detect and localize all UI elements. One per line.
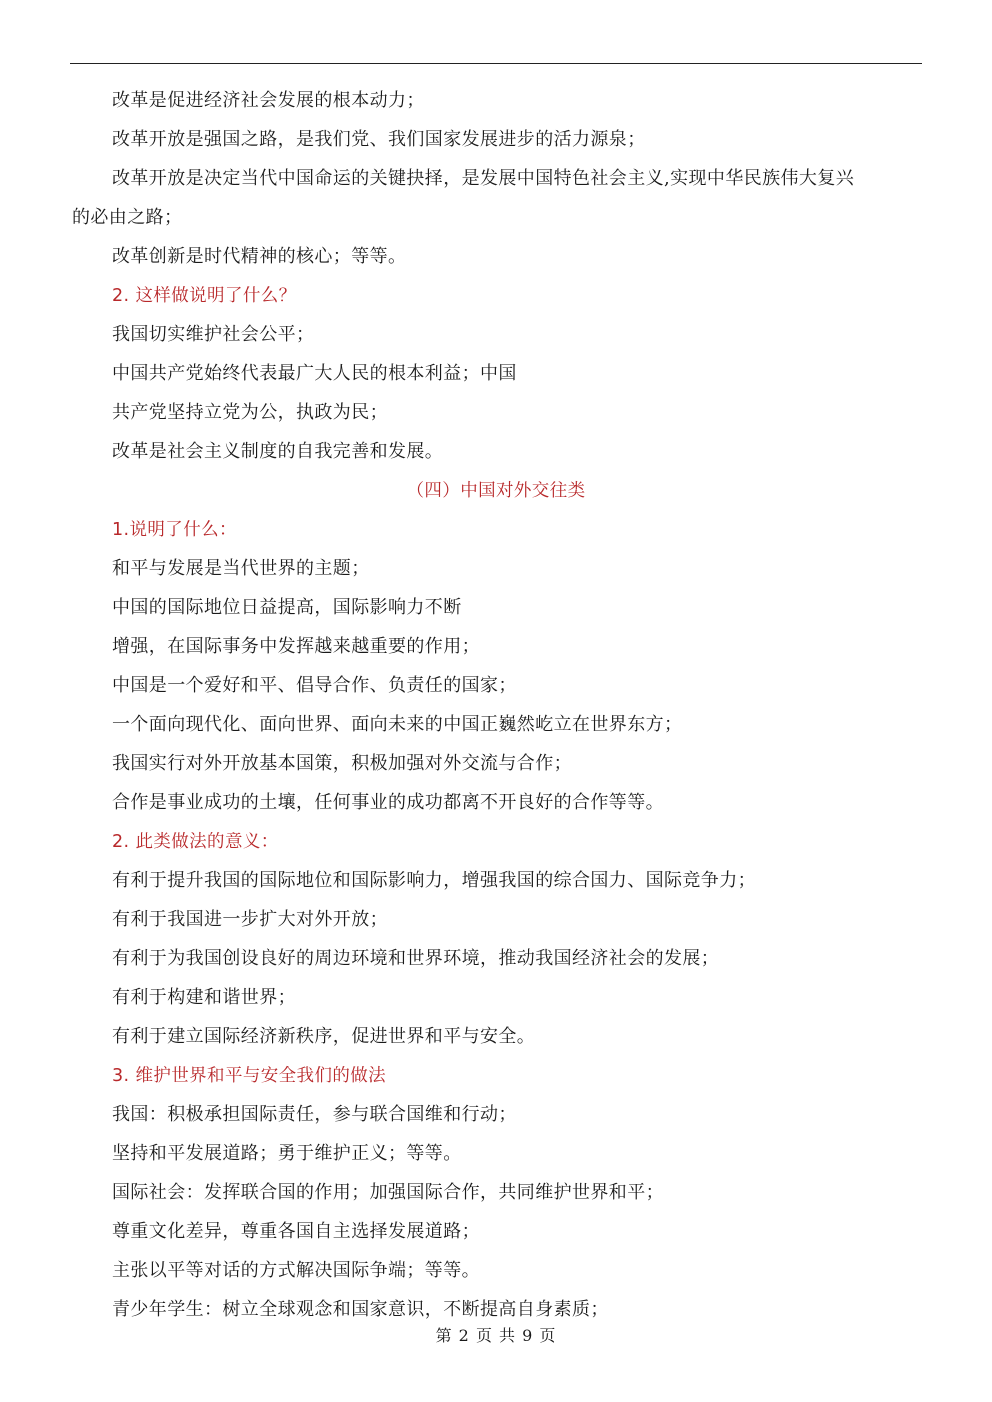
header-rule bbox=[70, 63, 922, 64]
text-line: 中国的国际地位日益提高，国际影响力不断 bbox=[112, 597, 462, 618]
text-line: 我国实行对外开放基本国策，积极加强对外交流与合作； bbox=[112, 753, 572, 774]
text-line: 中国是一个爱好和平、倡导合作、负责任的国家； bbox=[112, 675, 517, 696]
text-line: 有利于建立国际经济新秩序，促进世界和平与安全。 bbox=[112, 1026, 536, 1047]
text-line: 有利于构建和谐世界； bbox=[112, 987, 296, 1008]
text-line: 有利于我国进一步扩大对外开放； bbox=[112, 909, 388, 930]
section-heading: 2. 此类做法的意义： bbox=[112, 832, 279, 852]
page-number: 第 2 页 共 9 页 bbox=[435, 1326, 557, 1345]
text-line: 我国：积极承担国际责任，参与联合国维和行动； bbox=[112, 1104, 517, 1125]
text-line: 改革开放是决定当代中国命运的关键抉择，是发展中国特色社会主义,实现中华民族伟大复兴 bbox=[112, 168, 855, 189]
text-line: 中国共产党始终代表最广大人民的根本利益；中国 bbox=[112, 363, 517, 384]
text-line: 共产党坚持立党为公，执政为民； bbox=[112, 402, 388, 423]
text-line: 有利于为我国创设良好的周边环境和世界环境，推动我国经济社会的发展； bbox=[112, 948, 720, 969]
text-line: 改革是促进经济社会发展的根本动力； bbox=[112, 90, 425, 111]
text-line: 主张以平等对话的方式解决国际争端；等等。 bbox=[112, 1260, 480, 1281]
text-line: 增强，在国际事务中发挥越来越重要的作用； bbox=[112, 636, 480, 657]
text-line: 合作是事业成功的土壤，任何事业的成功都离不开良好的合作等等。 bbox=[112, 792, 664, 813]
text-line: 和平与发展是当代世界的主题； bbox=[112, 558, 370, 579]
text-line: 的必由之路； bbox=[72, 207, 183, 228]
text-line: 一个面向现代化、面向世界、面向未来的中国正巍然屹立在世界东方； bbox=[112, 714, 683, 735]
text-line: 尊重文化差异，尊重各国自主选择发展道路； bbox=[112, 1221, 480, 1242]
text-line: 改革是社会主义制度的自我完善和发展。 bbox=[112, 441, 444, 462]
section-heading: 1.说明了什么： bbox=[112, 520, 237, 540]
text-line: 我国切实维护社会公平； bbox=[112, 324, 315, 345]
text-line: 坚持和平发展道路；勇于维护正义；等等。 bbox=[112, 1143, 462, 1164]
text-line: 青少年学生：树立全球观念和国家意识，不断提高自身素质； bbox=[112, 1299, 609, 1320]
section-heading: 2. 这样做说明了什么？ bbox=[112, 286, 297, 306]
text-line: 改革开放是强国之路，是我们党、我们国家发展进步的活力源泉； bbox=[112, 129, 646, 150]
section-title: （四）中国对外交往类 bbox=[406, 481, 586, 501]
text-line: 有利于提升我国的国际地位和国际影响力，增强我国的综合国力、国际竞争力； bbox=[112, 870, 756, 891]
text-line: 国际社会：发挥联合国的作用；加强国际合作，共同维护世界和平； bbox=[112, 1182, 664, 1203]
section-heading: 3. 维护世界和平与安全我们的做法 bbox=[112, 1066, 387, 1086]
text-line: 改革创新是时代精神的核心；等等。 bbox=[112, 246, 407, 267]
